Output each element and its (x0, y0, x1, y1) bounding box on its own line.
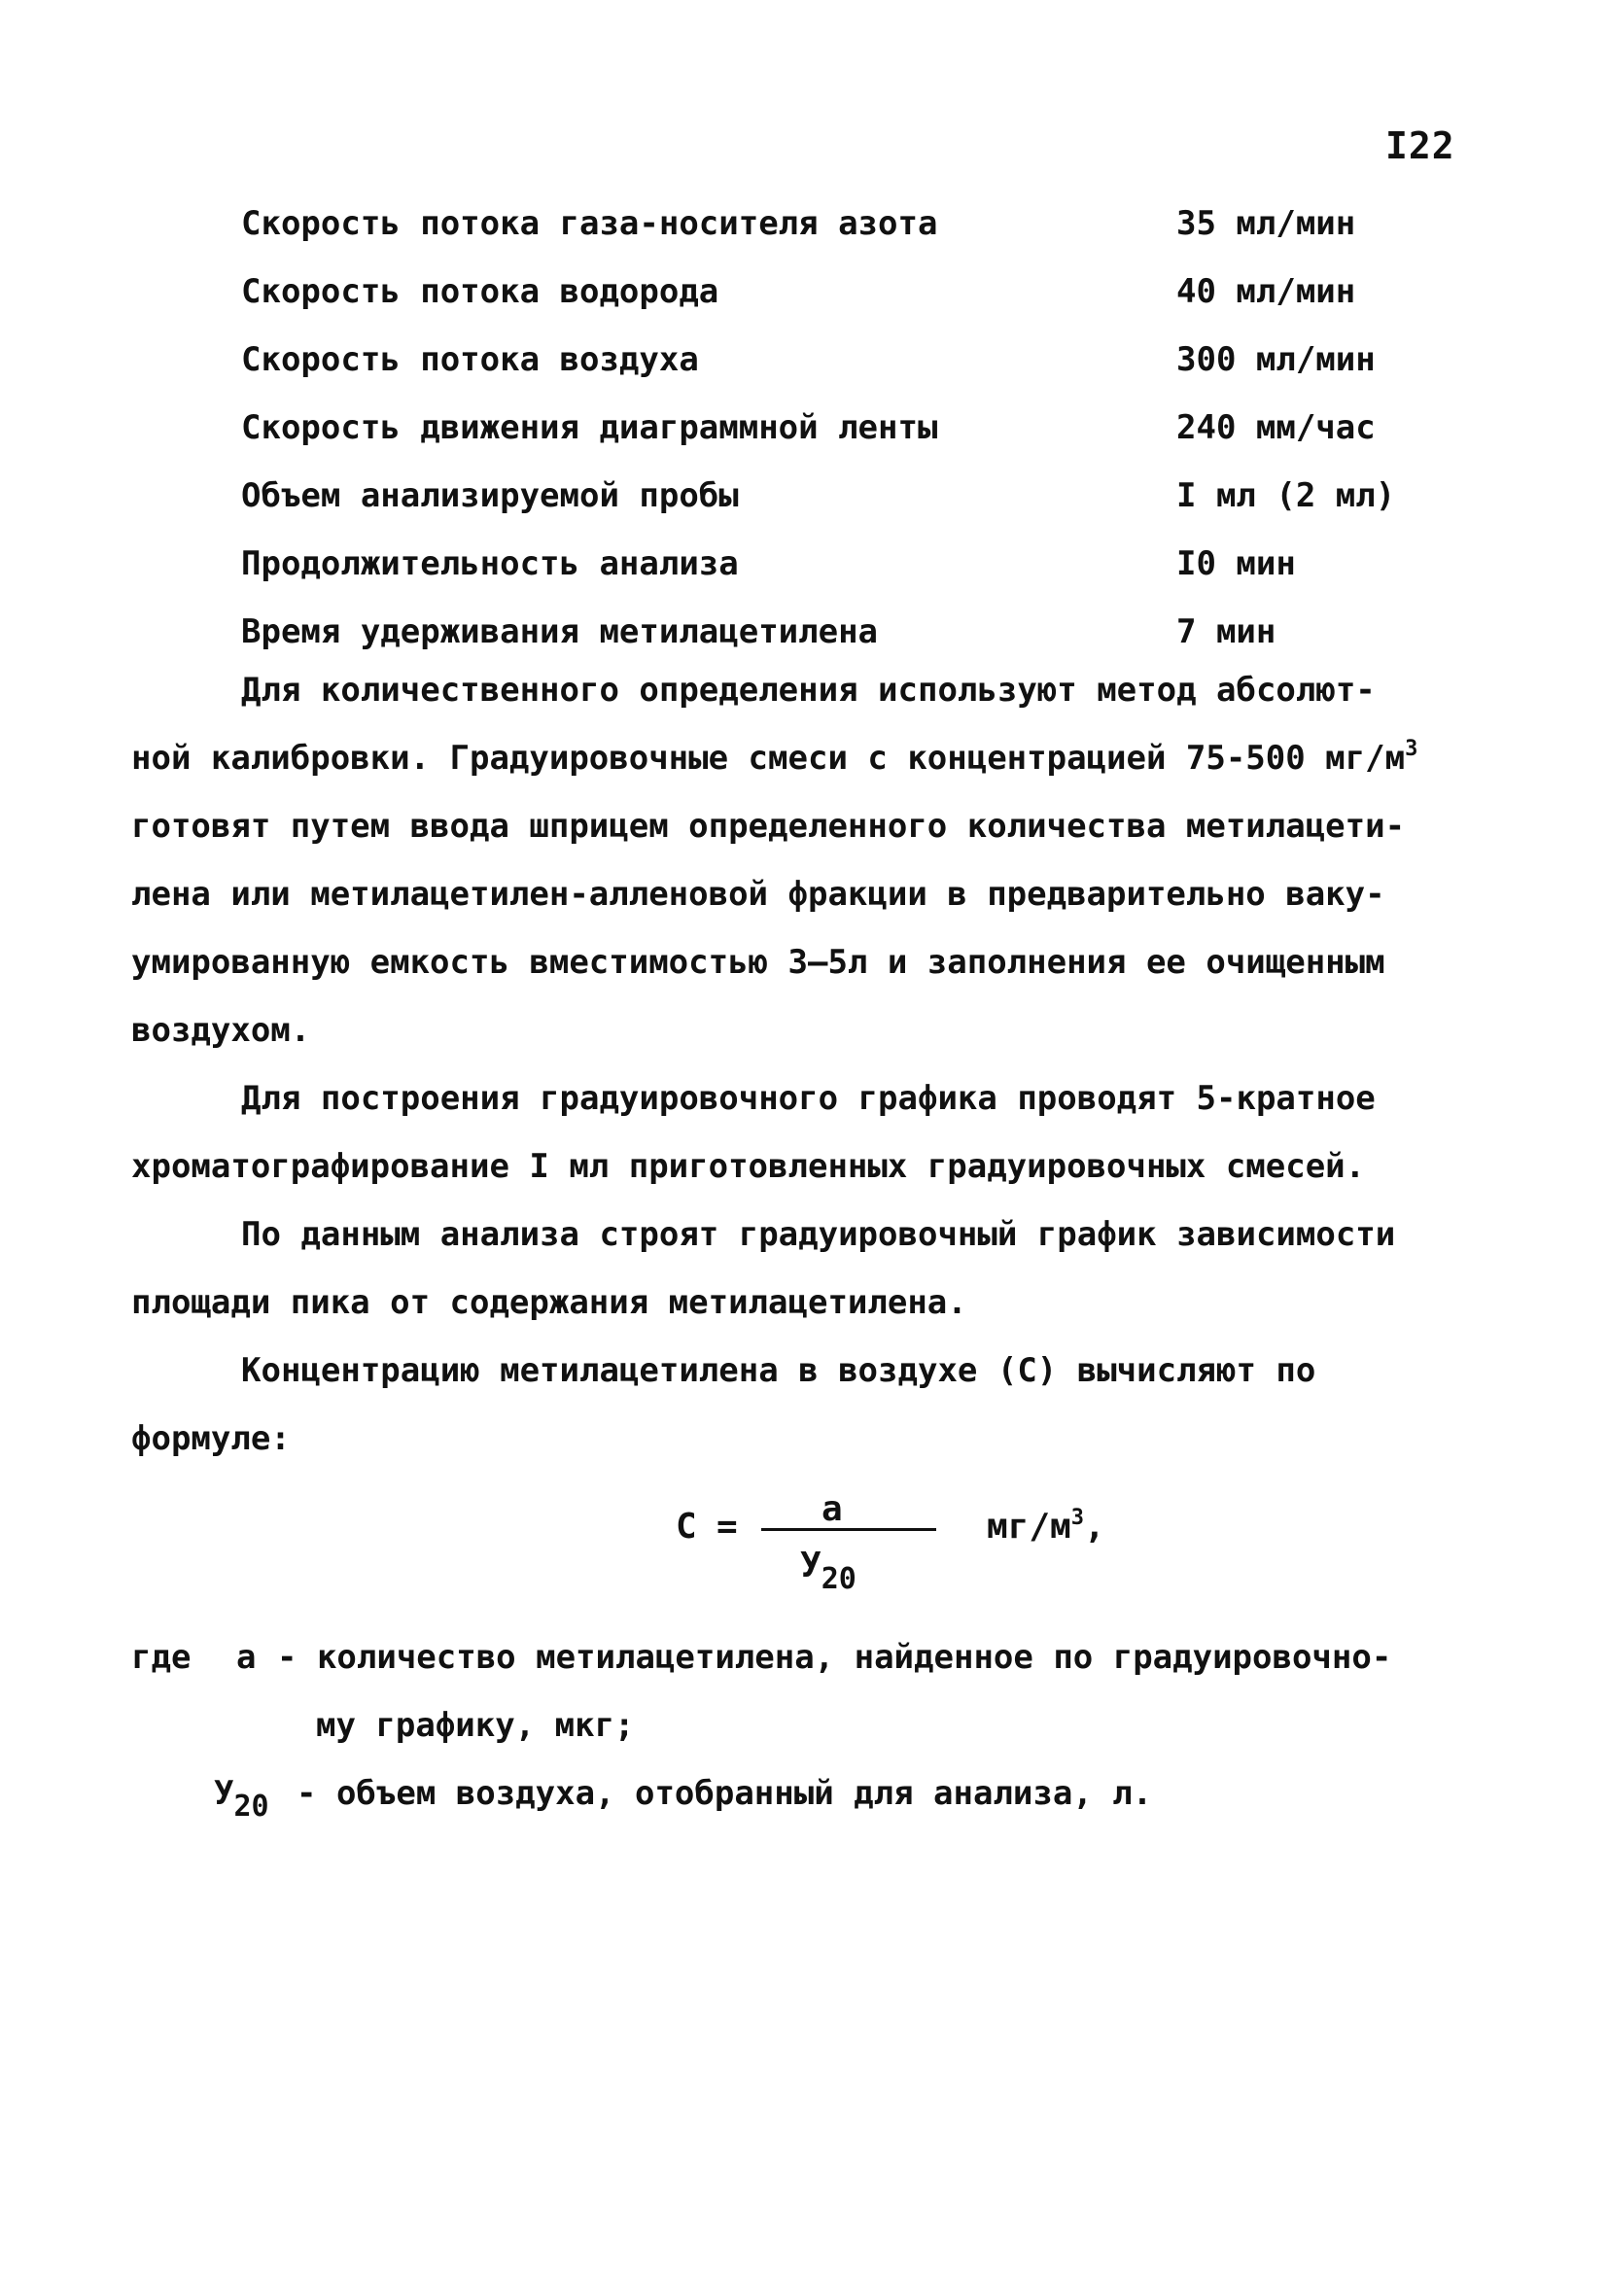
paragraph-line (131, 724, 1417, 797)
where-word: где (131, 1638, 192, 1677)
paragraph-line: формуле: (131, 1419, 291, 1458)
paragraph-line: воздухом. (131, 1011, 311, 1050)
parameter-label: Скорость потока водорода (241, 272, 719, 311)
formula-numerator: а (821, 1489, 843, 1529)
parameter-value: 300 мл/мин (1176, 340, 1376, 379)
concentration-formula (676, 1489, 1181, 1616)
parameter-label: Скорость движения диаграммной ленты (241, 408, 938, 447)
parameter-row (241, 394, 1447, 462)
parameter-row (241, 326, 1447, 394)
parameter-label: Продолжительность анализа (241, 544, 739, 583)
parameter-value: I мл (2 мл) (1176, 476, 1396, 515)
paragraph-line: лена или метилацетилен-алленовой фракции в предварительно ваку- (131, 875, 1385, 914)
parameter-row (241, 462, 1447, 530)
variable-v-symbol (214, 1759, 269, 1829)
formula-tail: , (1083, 1507, 1105, 1547)
paragraph-text: ной калибровки. Градуировочные смеси с концентрацией 75-500 мг/м (131, 739, 1406, 778)
denominator-symbol: У (800, 1546, 821, 1585)
parameter-table (241, 190, 1447, 666)
parameter-label: Объем анализируемой пробы (241, 476, 739, 515)
parameter-value: 35 мл/мин (1176, 204, 1356, 243)
v-symbol-text: У (214, 1774, 234, 1813)
variable-a-symbol: а (236, 1638, 257, 1677)
variable-a-definition-cont: му графику, мкг; (316, 1706, 635, 1745)
parameter-value: 40 мл/мин (1176, 272, 1356, 311)
formula-equals: = (717, 1507, 738, 1547)
parameter-value: 7 мин (1176, 612, 1276, 651)
superscript: 3 (1070, 1506, 1084, 1530)
fraction-bar (761, 1528, 936, 1531)
paragraph-line: Для количественного определения используют метод абсолют- (241, 671, 1376, 710)
page-number: I22 (1385, 124, 1455, 167)
formula-unit (987, 1507, 1105, 1547)
paragraph-line: Для построения градуировочного графика проводят 5-кратное (241, 1079, 1376, 1118)
paragraph-line: хроматографирование I мл приготовленных градуировочных смесей. (131, 1147, 1366, 1186)
paragraph-line: площади пика от содержания метилацетилена. (131, 1283, 967, 1322)
subscript: 20 (233, 1790, 269, 1824)
parameter-label: Время удерживания метилацетилена (241, 612, 879, 651)
variable-v-definition: - объем воздуха, отобранный для анализа, л. (297, 1774, 1153, 1813)
unit-text: мг/м (987, 1507, 1071, 1547)
parameter-row (241, 530, 1447, 598)
paragraph-line: Концентрацию метилацетилена в воздухе (С) вычисляют по (241, 1351, 1316, 1390)
parameter-value: I0 мин (1176, 544, 1296, 583)
paragraph-line: умированную емкость вместимостью 3–5л и заполнения ее очищенным (131, 943, 1385, 982)
parameter-value: 240 мм/час (1176, 408, 1376, 447)
paragraph-line: готовят путем ввода шприцем определенного количества метилацети- (131, 807, 1406, 846)
formula-denominator (800, 1546, 856, 1596)
parameter-row (241, 190, 1447, 258)
variable-a-definition: - количество метилацетилена, найденное по градуировочно- (277, 1638, 1392, 1677)
paragraph-line: По данным анализа строят градуировочный график зависимости (241, 1215, 1396, 1254)
parameter-label: Скорость потока газа-носителя азота (241, 204, 938, 243)
formula-lhs: С (676, 1507, 697, 1547)
parameter-label: Скорость потока воздуха (241, 340, 699, 379)
superscript: 3 (1405, 737, 1418, 761)
parameter-row (241, 258, 1447, 326)
subscript: 20 (821, 1562, 856, 1596)
